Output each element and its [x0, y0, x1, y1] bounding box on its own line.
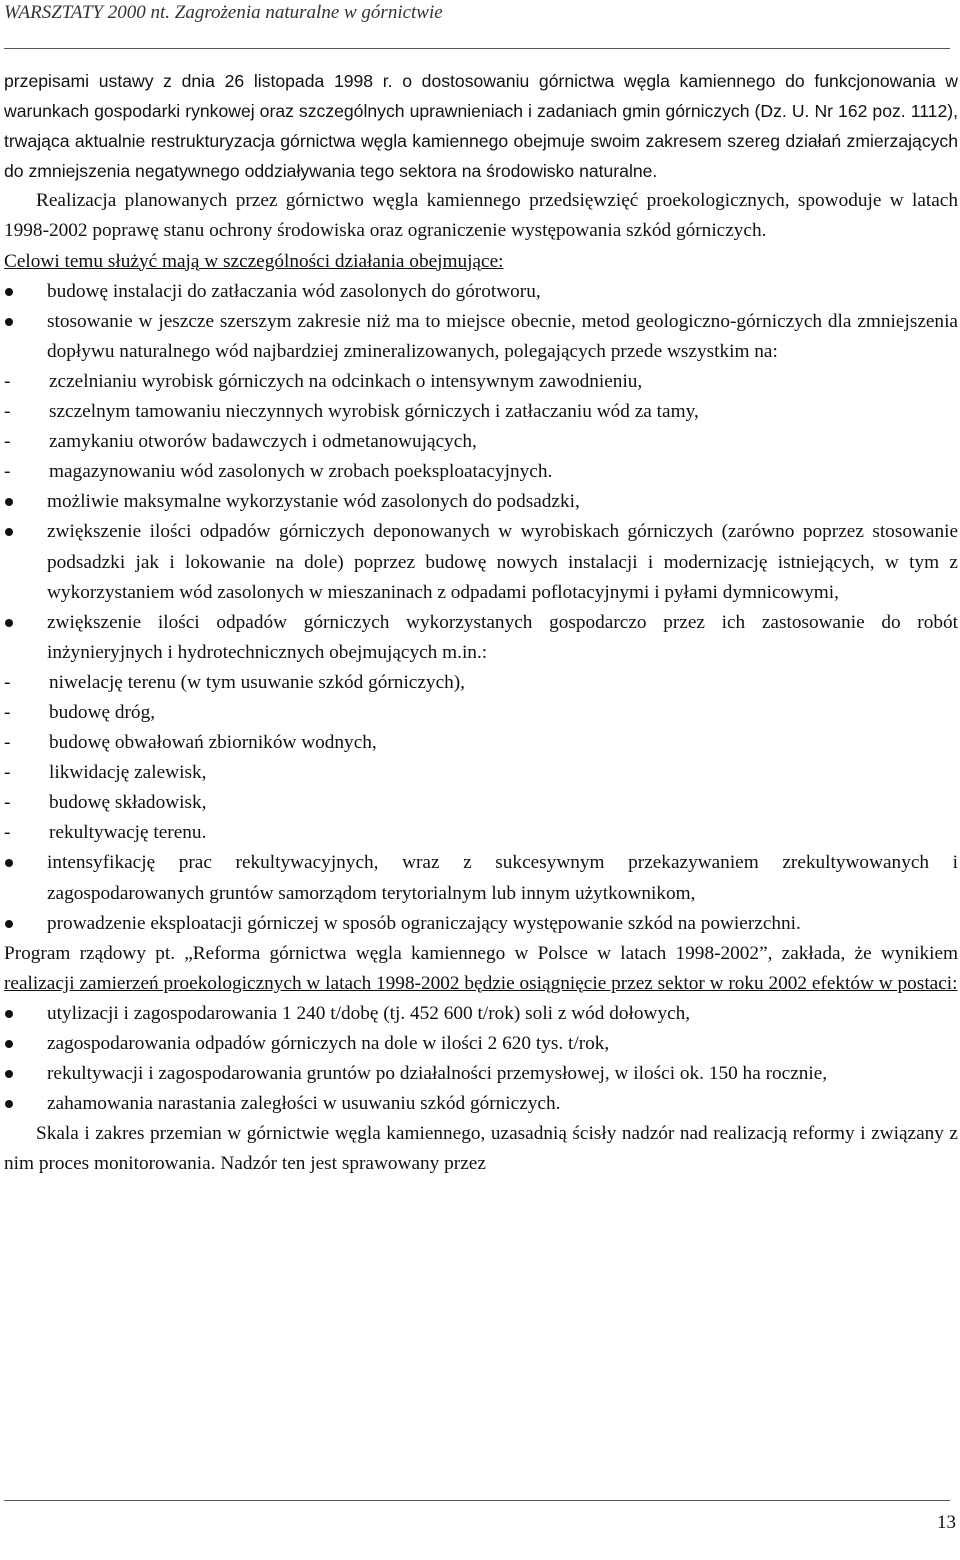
running-header: WARSZTATY 2000 nt. Zagrożenia naturalne w górnictwie	[4, 2, 443, 23]
list-item: zahamowania narastania zaległości w usuwaniu szkód górniczych.	[4, 1089, 958, 1119]
sublist-works	[4, 668, 958, 849]
sublist-item: - budowę obwałowań zbiorników wodnych,	[4, 732, 377, 754]
bullet-icon	[5, 920, 13, 928]
list-item: budowę instalacji do zatłaczania wód zasolonych do górotworu,	[4, 277, 958, 307]
list-item: zwiększenie ilości odpadów górniczych deponowanych w wyrobiskach górniczych (zarówno poprzez stosowanie podsadzki jak i lokowanie na dole) poprzez budowę nowych instalacji i modernizację istniejących, w tym z wykorzystaniem wód zasolonych w mieszaninach z odpadami poflotacyjnymi i pyłami dymnicowymi,	[4, 517, 958, 607]
sublist-item: - zamykaniu otworów badawczych i odmetanowujących,	[4, 431, 477, 453]
sublist-methods	[4, 367, 958, 487]
list-item: prowadzenie eksploatacji górniczej w sposób ograniczający występowanie szkód na powierzchni.	[4, 909, 958, 939]
list-item: rekultywacji i zagospodarowania gruntów po działalności przemysłowej, w ilości ok. 150 ha rocznie,	[4, 1059, 958, 1089]
bullet-icon	[5, 1040, 13, 1048]
actions-list	[4, 277, 958, 367]
bullet-icon	[5, 1010, 13, 1018]
sublist-item: - rekultywację terenu.	[4, 822, 207, 844]
list-item: intensyfikację prac rekultywacyjnych, wraz z sukcesywnym przekazywaniem zrekultywowanych i zagospodarowanych gruntów samorządom terytorialnym lub innym użytkownikom,	[4, 848, 958, 908]
paragraph-skala: Skala i zakres przemian w górnictwie węgla kamiennego, uzasadnią ścisły nadzór nad realizacją reformy i związany z nim proces monitorowania. Nadzór ten jest sprawowany przez	[4, 1123, 958, 1175]
bullet-icon	[5, 859, 13, 867]
intro-paragraph: przepisami ustawy z dnia 26 listopada 1998 r. o dostosowaniu górnictwa węgla kamiennego do funkcjonowania w warunkach gospodarki rynkowej oraz szczególnych uprawnieniach i zadaniach gmin górniczych (Dz. U. Nr 162 poz. 1112), trwająca aktualnie restrukturyzacja górnictwa węgla kamiennego obejmuje swoim zakresem szereg działań zmierzających do zmniejszenia negatywnego oddziaływania tego sektora na środowisko naturalne.	[4, 71, 958, 182]
bullet-icon	[5, 498, 13, 506]
actions-list-end	[4, 848, 958, 938]
sublist-item: - budowę składowisk,	[4, 792, 207, 814]
bullet-icon	[5, 318, 13, 326]
list-item: stosowanie w jeszcze szerszym zakresie niż ma to miejsce obecnie, metod geologiczno-górniczych dla zmniejszenia dopływu naturalnego wód najbardziej zmineralizowanych, polegających przede wszystkim na:	[4, 307, 958, 367]
header-rule	[4, 48, 950, 49]
bullet-icon	[5, 528, 13, 536]
list-item: możliwie maksymalne wykorzystanie wód zasolonych do podsadzki,	[4, 487, 958, 517]
effects-list	[4, 999, 958, 1119]
sublist-item: - niwelację terenu (w tym usuwanie szkód górniczych),	[4, 671, 466, 693]
bullet-icon	[5, 1100, 13, 1108]
list-item: zagospodarowania odpadów górniczych na dole w ilości 2 620 tys. t/rok,	[4, 1029, 958, 1059]
sublist-item: - likwidację zalewisk,	[4, 762, 207, 784]
bullet-icon	[5, 288, 13, 296]
paragraph-program: Program rządowy pt. „Reforma górnictwa węgla kamiennego w Polsce w latach 1998-2002”, zakłada, że wynikiem realizacji zamierzeń proekologicznych w latach 1998-2002 będzie osiągnięcie przez sektor w roku 2002 efektów w postaci:	[4, 942, 958, 994]
sublist-item: - zczelnianiu wyrobisk górniczych na odcinkach o intensywnym zawodnieniu,	[4, 370, 643, 392]
body-text	[4, 66, 958, 1179]
paragraph-realizacja: Realizacja planowanych przez górnictwo węgla kamiennego przedsięwzięć proekologicznych, spowoduje w latach 1998-2002 poprawę stanu ochrony środowiska oraz ograniczenie występowania szkód górniczych.	[4, 190, 958, 242]
sublist-item: - szczelnym tamowaniu nieczynnych wyrobisk górniczych i zatłaczaniu wód za tamy,	[4, 401, 699, 423]
sublist-item: - budowę dróg,	[4, 701, 156, 723]
bullet-icon	[5, 1070, 13, 1078]
page-number: 13	[937, 1512, 956, 1533]
bullet-icon	[5, 619, 13, 627]
actions-list-cont	[4, 487, 958, 668]
footer-rule	[4, 1500, 950, 1501]
list-item: utylizacji i zagospodarowania 1 240 t/dobę (tj. 452 600 t/rok) soli z wód dołowych,	[4, 999, 958, 1029]
sublist-item: - magazynowaniu wód zasolonych w zrobach poeksploatacyjnych.	[4, 461, 553, 483]
list-item: zwiększenie ilości odpadów górniczych wykorzystanych gospodarczo przez ich zastosowanie do robót inżynieryjnych i hydrotechnicznych obejmujących m.in.:	[4, 608, 958, 668]
paragraph-celowi: Celowi temu służyć mają w szczególności działania obejmujące:	[4, 250, 504, 272]
